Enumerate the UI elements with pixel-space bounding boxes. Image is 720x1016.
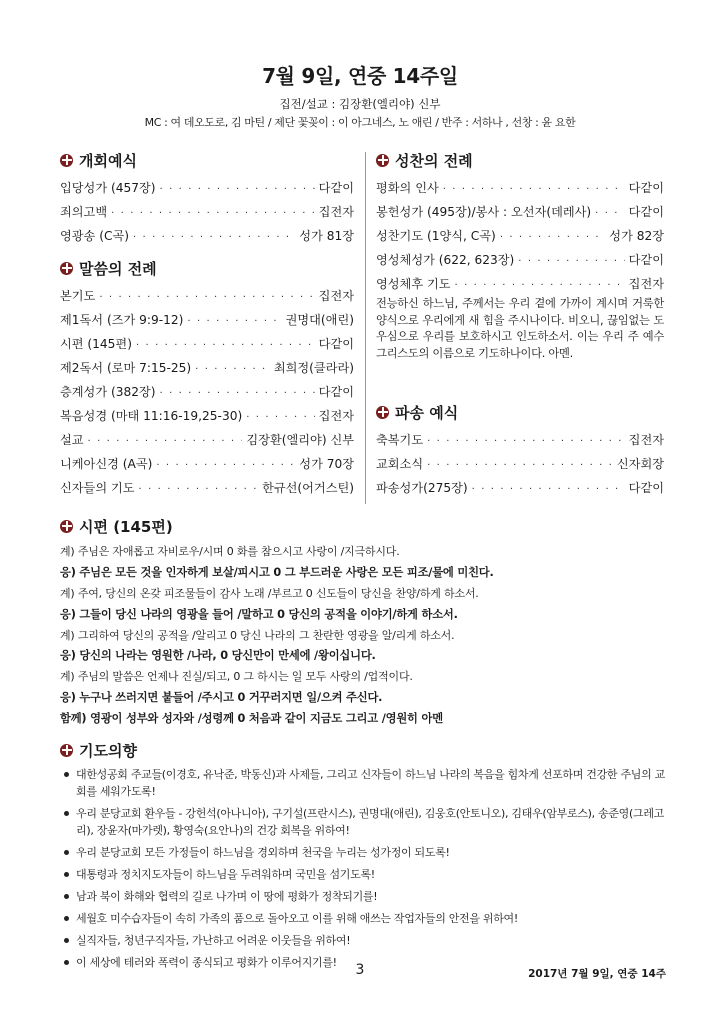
order-item-performer: 한규선(어거스틴) <box>262 481 354 495</box>
order-item-performer: 다같이 <box>628 181 664 195</box>
dot-leader <box>99 286 314 310</box>
dot-leader <box>518 250 624 274</box>
celebrant-line: 집전/설교 : 김장환(엘리야) 신부 <box>279 97 441 111</box>
order-item-performer: 집전자 <box>628 433 664 447</box>
order-row <box>376 272 664 296</box>
list-item: 우리 분당교회 모든 가정들이 하느님을 경외하며 천국을 누리는 성가정이 되도록! <box>60 844 675 861</box>
order-row <box>376 224 664 248</box>
list-item: 이 세상에 테러와 폭력이 종식되고 평화가 이루어지기를! <box>60 954 675 971</box>
prayer-intentions-section <box>60 740 675 976</box>
opening-rows <box>60 176 354 248</box>
order-item-performer: 다같이 <box>318 385 354 399</box>
order-item-performer: 성가 81장 <box>299 229 354 243</box>
dot-leader <box>187 310 281 334</box>
order-item-performer: 다같이 <box>628 205 664 219</box>
page-number: 3 <box>355 962 365 978</box>
order-row <box>376 476 664 500</box>
list-item: 세월호 미수습자들이 속히 가족의 품으로 돌아오고 이를 위해 애쓰는 작업자들의 안전을 위하여! <box>60 910 675 927</box>
order-row <box>60 356 354 380</box>
order-item-performer: 집전자 <box>318 289 354 303</box>
footer-date: 2017년 7월 9일, 연중 14주 <box>528 968 666 980</box>
section-heading-label: 기도의향 <box>79 741 137 760</box>
order-row <box>60 476 354 500</box>
order-item-label: 시편 (145편) <box>60 337 132 351</box>
psalm-verse: 계) 그리하여 당신의 공적을 /알리고 0 당신 나라의 그 찬란한 영광을 알/리게 하소서. <box>60 628 455 642</box>
intentions-list <box>60 766 675 971</box>
dot-leader <box>246 406 314 430</box>
psalm-response: 응) 당신의 나라는 영원한 /나라, 0 당신만이 만세에 /왕이십니다. <box>60 649 376 663</box>
order-item-label: 축복기도 <box>376 433 424 447</box>
order-item-performer: 다같이 <box>628 253 664 267</box>
dot-leader <box>500 226 605 250</box>
order-item-label: 복음성경 (마태 11:16-19,25-30) <box>60 409 243 423</box>
order-item-performer: 집전자 <box>318 205 354 219</box>
order-row <box>60 176 354 200</box>
order-item-performer: 최희정(클라라) <box>273 361 354 375</box>
order-item-performer: 다같이 <box>628 481 664 495</box>
dot-leader <box>595 202 625 226</box>
post-communion-prayer: 전능하신 하느님, 주께서는 우리 곁에 가까이 계시며 거룩한 양식으로 우리에게 새 힘을 주시나이다. 비오니, 끊임없는 도우심으로 우리를 보호하시고 인도하소서. 이는 우리 주 예수 그리스도의 이름으로 기도하나이다. 아멘. <box>376 297 664 360</box>
order-item-performer: 집전자 <box>318 409 354 423</box>
order-row <box>60 332 354 356</box>
order-item-label: 영광송 (C곡) <box>60 229 129 243</box>
left-column <box>60 150 354 500</box>
psalm-section <box>60 516 670 730</box>
order-item-performer: 권명대(애린) <box>285 313 354 327</box>
dot-leader <box>427 454 613 478</box>
order-row <box>60 200 354 224</box>
list-item: 남과 북이 화해와 협력의 길로 나가며 이 땅에 평화가 정착되기를! <box>60 888 675 905</box>
section-heading-label: 말씀의 전례 <box>79 259 157 278</box>
dot-leader <box>88 430 243 454</box>
dot-leader <box>111 202 315 226</box>
dot-leader <box>139 478 259 502</box>
right-column <box>376 150 664 500</box>
order-row <box>60 428 354 452</box>
order-item-label: 파송성가(275장) <box>376 481 468 495</box>
dot-leader <box>427 430 625 454</box>
page-title: 7월 9일, 연중 14주일 <box>262 64 458 88</box>
cross-icon <box>376 406 389 419</box>
order-item-label: 제2독서 (로마 7:15-25) <box>60 361 192 375</box>
psalm-doxology: 함께) 영광이 성부와 성자와 /성령께 0 처음과 같이 지금도 그리고 /영원히 아멘 <box>60 712 443 726</box>
column-divider <box>365 152 366 504</box>
order-item-label: 봉헌성가 (495장)/봉사 : 오선자(데레사) <box>376 205 592 219</box>
eucharist-rows <box>376 176 664 296</box>
dot-leader <box>472 478 625 502</box>
section-heading-word <box>60 258 354 278</box>
section-heading-psalm <box>60 516 670 536</box>
section-heading-intentions <box>60 740 675 760</box>
word-rows <box>60 284 354 500</box>
dot-leader <box>160 178 315 202</box>
order-item-label: 평화의 인사 <box>376 181 439 195</box>
dot-leader <box>156 454 295 478</box>
psalm-verse: 계) 주님의 말씀은 언제나 진실/되고, 0 그 하시는 일 모두 사랑의 /업적이다. <box>60 670 413 684</box>
section-heading-eucharist <box>376 150 664 170</box>
list-item: 대한성공회 주교들(이경호, 유낙준, 박동신)과 사제들, 그리고 신자들이 하느님 나라의 복음을 힘차게 선포하며 건강한 주님의 교회를 세워가도록! <box>60 766 675 800</box>
dot-leader <box>195 358 270 382</box>
order-item-performer: 성가 70장 <box>299 457 354 471</box>
order-item-label: 영성체성가 (622, 623장) <box>376 253 515 267</box>
order-row <box>60 284 354 308</box>
order-row <box>376 200 664 224</box>
order-item-performer: 신자회장 <box>616 457 664 471</box>
cross-icon <box>60 154 73 167</box>
cross-icon <box>376 154 389 167</box>
section-heading-label: 파송 예식 <box>395 403 459 422</box>
list-item: 대통령과 정치지도자들이 하느님을 두려워하며 국민을 섬기도록! <box>60 866 675 883</box>
order-item-label: 신자들의 기도 <box>60 481 135 495</box>
order-row <box>60 404 354 428</box>
dot-leader <box>455 274 625 298</box>
order-item-performer: 김장환(엘리야) 신부 <box>246 433 354 447</box>
psalm-response: 응) 그들이 당신 나라의 영광을 들어 /말하고 0 당신의 공적을 이야기/하게 하소서. <box>60 607 458 621</box>
order-item-label: 성찬기도 (1양식, C곡) <box>376 229 496 243</box>
list-item: 실직자들, 청년구직자들, 가난하고 어려운 이웃들을 위하여! <box>60 932 675 949</box>
order-row <box>60 452 354 476</box>
order-item-performer: 다같이 <box>318 337 354 351</box>
ministers-line: MC : 여 데오도로, 김 마틴 / 제단 꽃꽂이 : 이 아그네스, 노 애린 / 반주 : 서하나 , 선창 : 윤 요한 <box>144 116 576 129</box>
dot-leader <box>443 178 625 202</box>
section-heading-label: 개회예식 <box>79 151 137 170</box>
order-row <box>376 248 664 272</box>
section-heading-dismissal <box>376 402 664 422</box>
list-item: 우리 분당교회 환우들 - 강헌석(아나니아), 구기설(프란시스), 권명대(애린), 김웅호(안토니오), 김태우(암부로스), 송준영(그레고리), 장윤자(마가렛), 황영숙(요안나)의 건강 회복을 위하여! <box>60 805 675 839</box>
order-item-label: 영성체후 기도 <box>376 277 451 291</box>
section-heading-opening <box>60 150 354 170</box>
section-heading-label: 성찬의 전례 <box>395 151 473 170</box>
psalm-response: 응) 주님은 모든 것을 인자하게 보살/피시고 0 그 부드러운 사랑은 모든 피조/물에 미친다. <box>60 565 494 579</box>
order-item-label: 설교 <box>60 433 84 447</box>
order-item-label: 본기도 <box>60 289 96 303</box>
cross-icon <box>60 520 73 533</box>
dot-leader <box>136 334 315 358</box>
order-item-performer: 성가 82장 <box>609 229 664 243</box>
order-row <box>376 176 664 200</box>
order-row <box>60 224 354 248</box>
dot-leader <box>133 226 295 250</box>
dot-leader <box>160 382 315 406</box>
psalm-verse: 계) 주님은 자애롭고 자비로우/시며 0 화를 참으시고 사랑이 /지극하시다. <box>60 545 400 558</box>
order-item-label: 제1독서 (즈가 9:9-12) <box>60 313 184 327</box>
order-row <box>60 308 354 332</box>
order-item-label: 층계성가 (382장) <box>60 385 156 399</box>
dismissal-rows <box>376 428 664 500</box>
cross-icon <box>60 744 73 757</box>
order-row <box>376 452 664 476</box>
order-item-label: 니케아신경 (A곡) <box>60 457 153 471</box>
order-row <box>60 380 354 404</box>
order-item-label: 교회소식 <box>376 457 424 471</box>
section-heading-label: 시편 (145편) <box>79 517 173 536</box>
order-item-label: 죄의고백 <box>60 205 108 219</box>
order-item-performer: 집전자 <box>628 277 664 291</box>
order-item-label: 입당성가 (457장) <box>60 181 156 195</box>
cross-icon <box>60 262 73 275</box>
psalm-verse: 계) 주여, 당신의 온갖 피조물들이 감사 노래 /부르고 0 신도들이 당신을 찬양/하게 하소서. <box>60 586 479 600</box>
psalm-response: 응) 누구나 쓰러지면 붙들어 /주시고 0 거꾸러지면 일/으켜 주신다. <box>60 691 383 705</box>
order-item-performer: 다같이 <box>318 181 354 195</box>
order-row <box>376 428 664 452</box>
